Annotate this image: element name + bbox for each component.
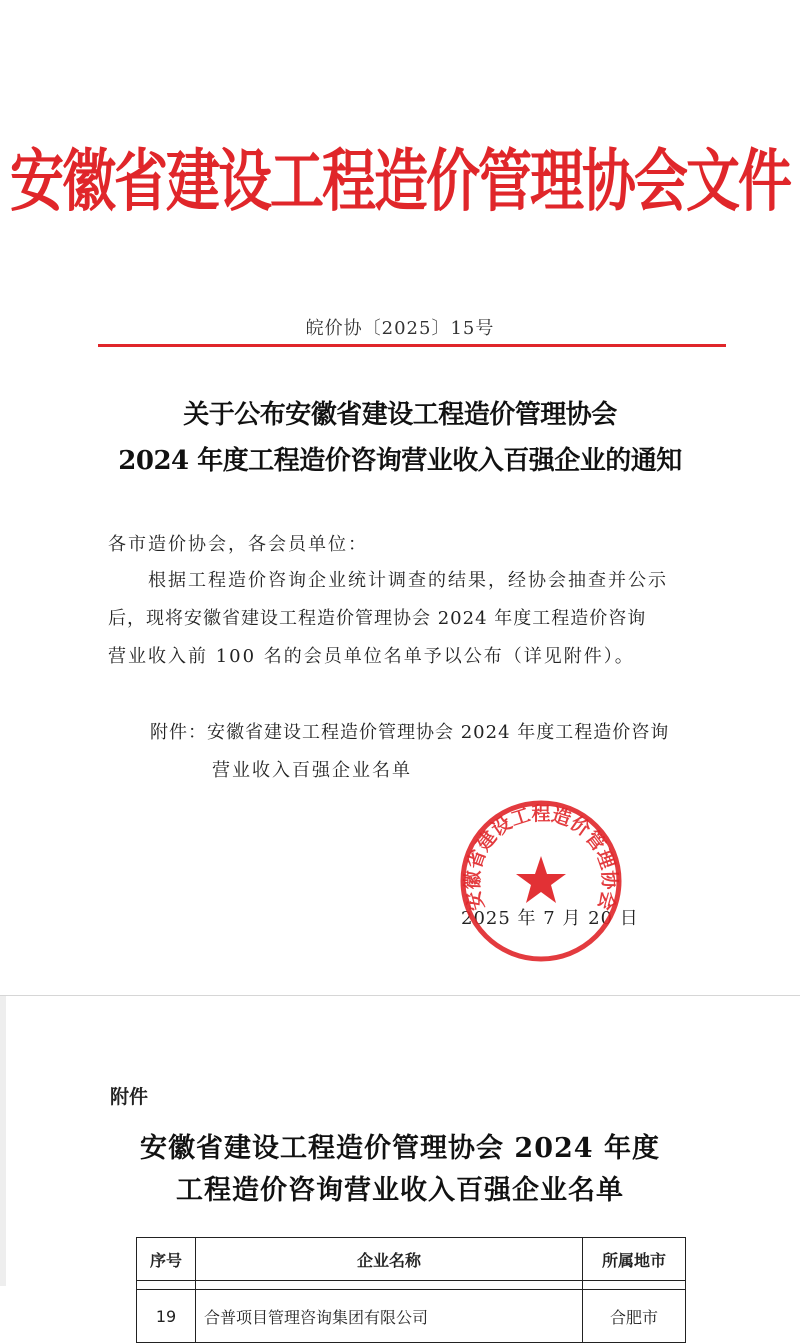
cell-rank: 19 bbox=[137, 1290, 196, 1343]
notice-title-line1: 关于公布安徽省建设工程造价管理协会 bbox=[183, 400, 617, 430]
document-number: 皖价协〔2025〕15号 bbox=[305, 318, 495, 339]
annex-title-line2: 工程造价咨询营业收入百强企业名单 bbox=[176, 1175, 624, 1206]
ranking-table bbox=[136, 1237, 686, 1343]
paragraph-line: 根据工程造价咨询企业统计调查的结果，经协会抽查并公示 bbox=[148, 570, 668, 591]
page-break-divider bbox=[0, 995, 800, 996]
table-gap bbox=[137, 1281, 686, 1290]
table-row bbox=[137, 1290, 686, 1343]
header-rank: 序号 bbox=[137, 1238, 196, 1281]
annex-title-line1: 安徽省建设工程造价管理协会 2024 年度 bbox=[140, 1133, 660, 1164]
cell-company: 合普项目管理咨询集团有限公司 bbox=[196, 1290, 583, 1343]
table-header-row bbox=[137, 1238, 686, 1281]
red-divider bbox=[98, 344, 726, 347]
paragraph-line: 后，现将安徽省建设工程造价管理协会 2024 年度工程造价咨询 bbox=[108, 608, 647, 629]
attachment-line: 营业收入百强企业名单 bbox=[212, 760, 412, 781]
header-company: 企业名称 bbox=[196, 1238, 583, 1281]
svg-text:安徽省建设工程造价管理协会: 安徽省建设工程造价管理协会 bbox=[461, 803, 621, 913]
header-city: 所属地市 bbox=[583, 1238, 686, 1281]
issue-date: 2025 年 7 月 20 日 bbox=[461, 908, 639, 929]
star-icon bbox=[516, 856, 566, 903]
paragraph-line: 营业收入前 100 名的会员单位名单予以公布（详见附件）。 bbox=[108, 646, 635, 667]
official-seal-stamp bbox=[458, 798, 624, 964]
document-header-title: 安徽省建设工程造价管理协会文件 bbox=[10, 140, 790, 221]
annex-label: 附件 bbox=[110, 1086, 149, 1108]
salutation: 各市造价协会，各会员单位： bbox=[108, 534, 368, 555]
notice-title-line2: 2024 年度工程造价咨询营业收入百强企业的通知 bbox=[118, 446, 682, 476]
attachment-line: 附件：安徽省建设工程造价管理协会 2024 年度工程造价咨询 bbox=[150, 722, 670, 743]
cell-city: 合肥市 bbox=[583, 1290, 686, 1343]
